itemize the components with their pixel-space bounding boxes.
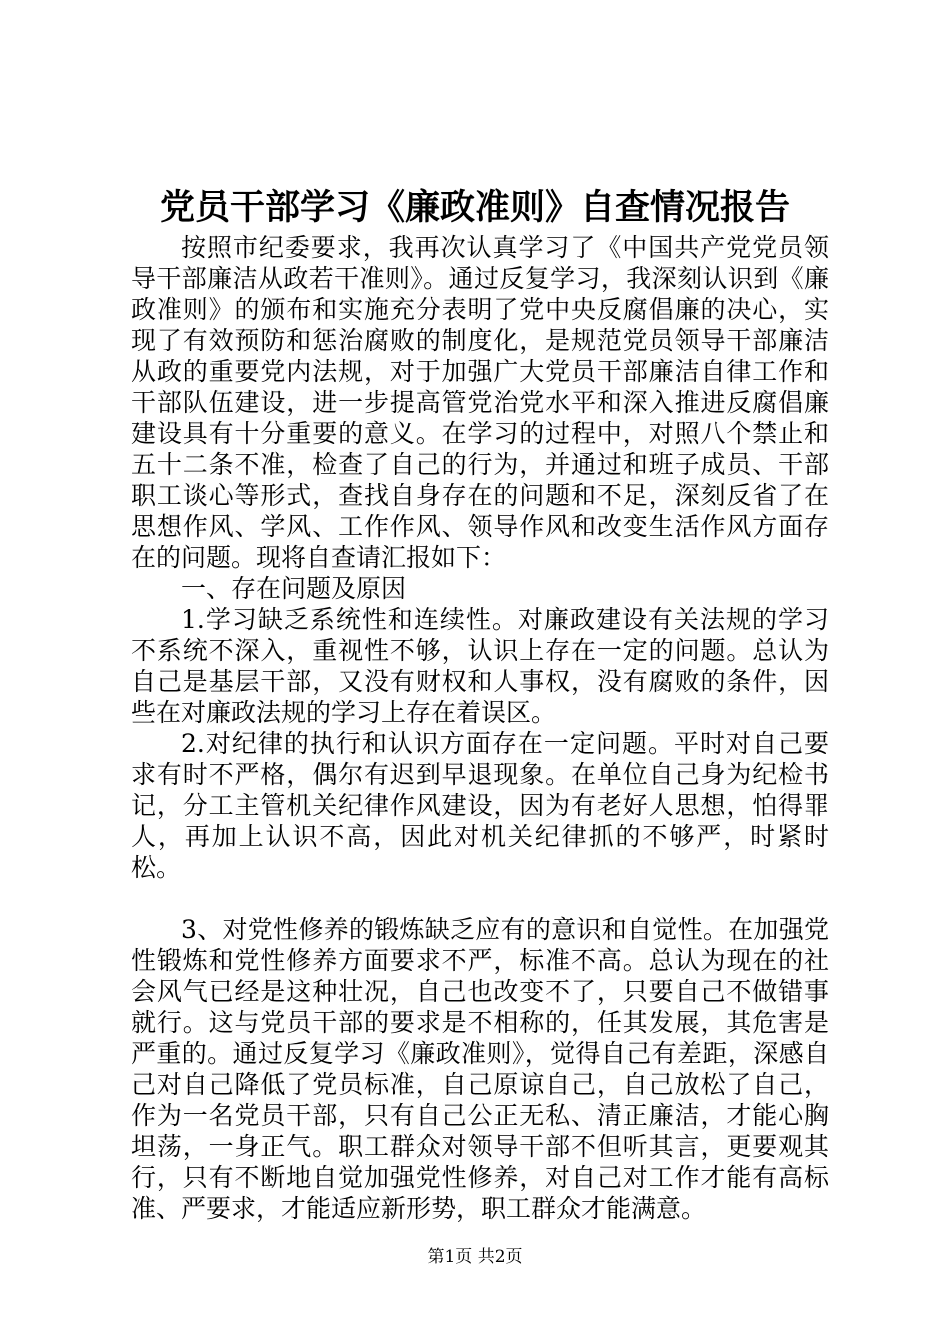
paragraph-item-1: 1.学习缺乏系统性和连续性。对廉政建设有关法规的学习不系统不深入，重视性不够，认识上存在一定的问题。总认为自己是基层干部，又没有财权和人事权，没有腐败的条件，因些在对廉政法规的学习上存在着误区。 bbox=[131, 605, 829, 727]
section-heading-problems: 一、存在问题及原因 bbox=[181, 574, 407, 603]
paragraph-item-3: 3、对党性修养的锻炼缺乏应有的意识和自觉性。在加强党性锻炼和党性修养方面要求不严，标准不高。总认为现在的社会风气已经是这种壮况，自己也改变不了，只要自己不做错事就行。这与党员干部的要求是不相称的，任其发展，其危害是严重的。通过反复学习《廉政准则》，觉得自己有差距，深感自己对自己降低了党员标准，自己原谅自己，自己放松了自己，作为一名党员干部，只有自己公正无私、清正廉洁，才能心胸坦荡，一身正气。职工群众对领导干部不但听其言，更要观其行，只有不断地自觉加强党性修养，对自己对工作才能有高标准、严要求，才能适应新形势，职工群众才能满意。 bbox=[131, 915, 829, 1223]
paragraph-item-2: 2.对纪律的执行和认识方面存在一定问题。平时对自己要求有时不严格，偶尔有迟到早退现象。在单位自己身为纪检书记，分工主管机关纪律作风建设，因为有老好人思想，怕得罪人，再加上认识不高，因此对机关纪律抓的不够严，时紧时松。 bbox=[131, 729, 829, 882]
document-title: 党员干部学习《廉政准则》自查情况报告 bbox=[159, 188, 790, 228]
paragraph-intro: 按照市纪委要求，我再次认真学习了《中国共产党党员领导干部廉洁从政若干准则》。通过反复学习，我深刻认识到《廉政准则》的颁布和实施充分表明了党中央反腐倡廉的决心，实现了有效预防和惩治腐败的制度化，是规范党员领导干部廉洁从政的重要党内法规，对于加强广大党员干部廉洁自律工作和干部队伍建设，进一步提高管党治党水平和深入推进反腐倡廉建设具有十分重要的意义。在学习的过程中，对照八个禁止和五十二条不准，检查了自己的行为，并通过和班子成员、干部职工谈心等形式，查找自身存在的问题和不足，深刻反省了在思想作风、学风、工作作风、领导作风和改变生活作风方面存在的问题。现将自查请汇报如下： bbox=[131, 233, 829, 572]
document-body bbox=[131, 232, 829, 1224]
page-number-footer: 第1页 共2页 bbox=[427, 1247, 523, 1267]
